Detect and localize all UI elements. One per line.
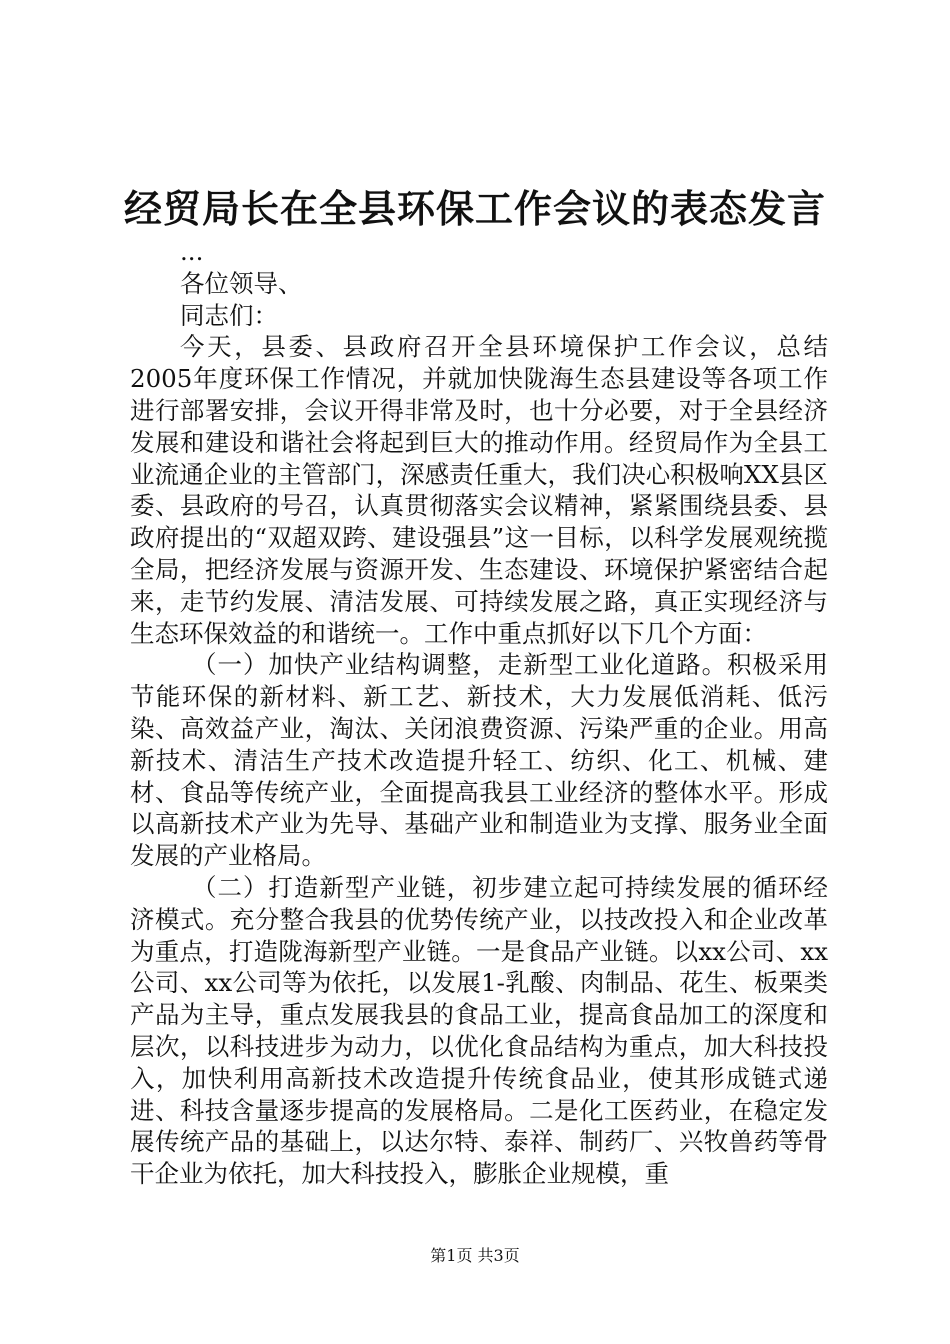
page-footer: 第1页 共3页 — [430, 1246, 520, 1265]
paragraph-item-two: （二）打造新型产业链，初步建立起可持续发展的循环经济模式。充分整合我县的优势传统产业，以技改投入和企业改革为重点，打造陇海新型产业链。一是食品产业链。以xx公司、xx公司、xx公司等为依托，以发展1-乳酸、肉制品、花生、板栗类产品为主导，重点发展我县的食品工业，提高食品加工的深度和层次，以科技进步为动力，以优化食品结构为重点，加大科技投入，加快利用高新技术改造提升传统食品业，使其形成链式递进、科技含量逐步提高的发展格局。二是化工医药业，在稳定发展传统产品的基础上，以达尔特、泰祥、制药厂、兴牧兽药等骨干企业为依托，加大科技投入，膨胀企业规模，重 — [130, 872, 828, 1189]
document-body — [130, 236, 828, 1190]
paragraph-opening: 今天，县委、县政府召开全县环境保护工作会议，总结2005年度环保工作情况，并就加快陇海生态县建设等各项工作进行部署安排，会议开得非常及时，也十分必要，对于全县经济发展和建设和谐社会将起到巨大的推动作用。经贸局作为全县工业流通企业的主管部门，深感责任重大，我们决心积极响XX县区委、县政府的号召，认真贯彻落实会议精神，紧紧围绕县委、县政府提出的“双超双跨、建设强县”这一目标，以科学发展观统揽全局，把经济发展与资源开发、生态建设、环境保护紧密结合起来，走节约发展、清洁发展、可持续发展之路，真正实现经济与生态环保效益的和谐统一。工作中重点抓好以下几个方面： — [130, 332, 828, 648]
paragraph-item-one: （一）加快产业结构调整，走新型工业化道路。积极采用节能环保的新材料、新工艺、新技术，大力发展低消耗、低污染、高效益产业，淘汰、关闭浪费资源、污染严重的企业。用高新技术、清洁生产技术改造提升轻工、纺织、化工、机械、建材、食品等传统产业，全面提高我县工业经济的整体水平。形成以高新技术产业为先导、基础产业和制造业为支撑、服务业全面发展的产业格局。 — [130, 650, 828, 871]
salutation-comrades: 同志们： — [180, 300, 278, 330]
document-title: 经贸局长在全县环保工作会议的表态发言 — [123, 186, 826, 231]
ellipsis-text: ... — [180, 237, 204, 266]
salutation-leaders: 各位领导、 — [180, 268, 303, 298]
